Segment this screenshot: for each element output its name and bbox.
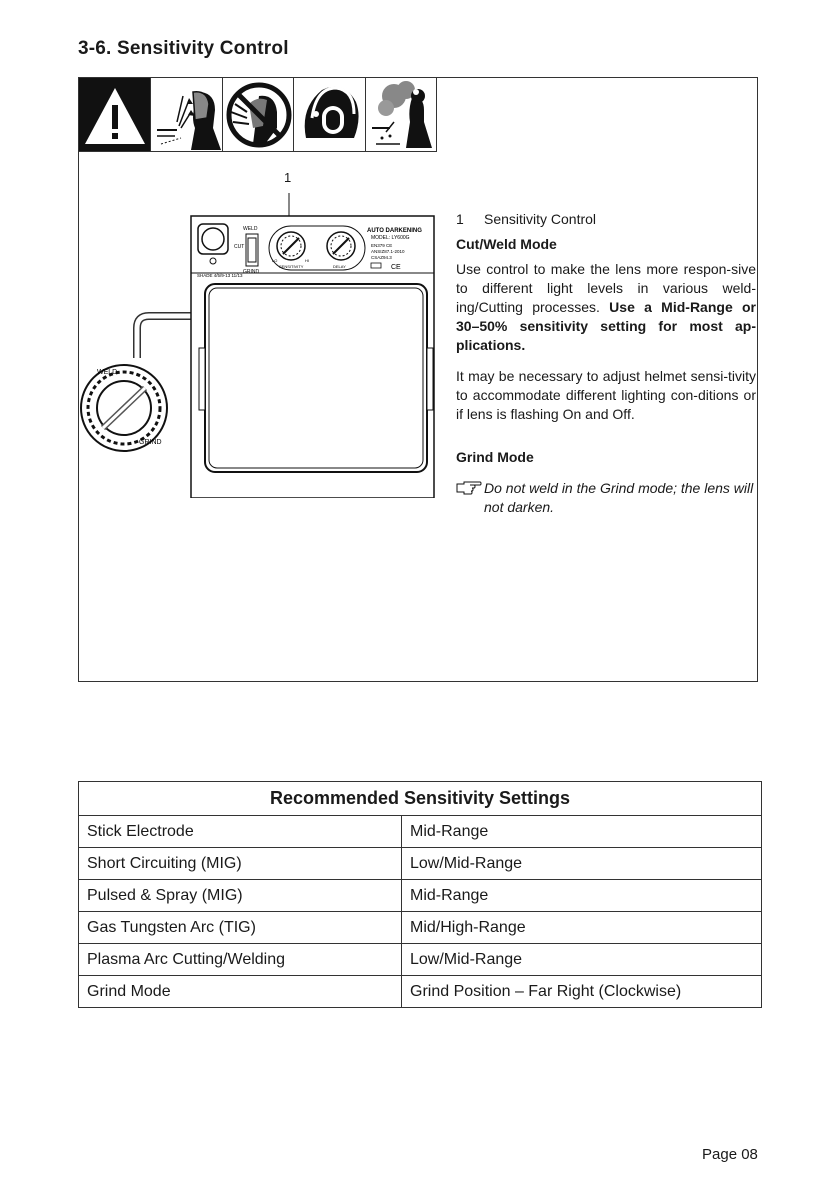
process-cell: Stick Electrode bbox=[79, 816, 402, 848]
section-title: 3-6. Sensitivity Control bbox=[78, 38, 289, 59]
cut-weld-mode-emphasis: Use a Mid-Range or 30–50% sensitivity setting for most ap-plications. bbox=[456, 299, 756, 353]
lo-label: LO bbox=[272, 258, 278, 263]
process-cell: Plasma Arc Cutting/Welding bbox=[79, 944, 402, 976]
table-row bbox=[79, 912, 762, 944]
warning-triangle-icon bbox=[79, 78, 151, 151]
table-title: Recommended Sensitivity Settings bbox=[79, 782, 762, 816]
instruction-box bbox=[78, 77, 758, 682]
svg-text:GRIND: GRIND bbox=[139, 439, 162, 446]
setting-cell: Low/Mid-Range bbox=[402, 848, 762, 880]
process-cell: Pulsed & Spray (MIG) bbox=[79, 880, 402, 912]
callout-number: 1 bbox=[284, 170, 292, 185]
page-number: Page 08 bbox=[702, 1146, 758, 1163]
standard-en-label: EN379 CE bbox=[371, 243, 393, 248]
callout-item-number: 1 bbox=[456, 211, 464, 227]
callout-item bbox=[456, 210, 756, 229]
table-row bbox=[79, 848, 762, 880]
shade-label: SHADE 4/5/9-13 11/13 bbox=[197, 273, 243, 278]
fumes-icon bbox=[366, 78, 436, 151]
delay-label: DELAY bbox=[333, 264, 346, 269]
table-row bbox=[79, 944, 762, 976]
standard-csa-label: CSAZ94.3 bbox=[371, 255, 392, 260]
grind-mode-note bbox=[456, 479, 756, 517]
helmet-lens-cartridge-diagram bbox=[79, 178, 439, 498]
grind-mode-note-text: Do not weld in the Grind mode; the lens will not darken. bbox=[484, 480, 754, 515]
description-column bbox=[456, 210, 756, 517]
setting-cell: Low/Mid-Range bbox=[402, 944, 762, 976]
hi-label: HI bbox=[305, 258, 309, 263]
cut-label: CUT bbox=[234, 244, 245, 250]
setting-cell: Mid/High-Range bbox=[402, 912, 762, 944]
welder-sparks-icon bbox=[151, 78, 223, 151]
table-row bbox=[79, 880, 762, 912]
hearing-protection-icon bbox=[294, 78, 366, 151]
callout-item-label: Sensitivity Control bbox=[484, 211, 597, 227]
grind-label: GRIND bbox=[243, 269, 260, 275]
auto-darkening-label: AUTO DARKENING bbox=[367, 228, 422, 234]
cut-weld-mode-text bbox=[456, 260, 756, 355]
cut-weld-mode-body: Use control to make the lens more respon-sive to different light levels in various weld-ing/Cutting processes. bbox=[456, 261, 756, 315]
setting-cell: Mid-Range bbox=[402, 816, 762, 848]
sensitivity-label: SENSITIVITY bbox=[279, 264, 304, 269]
safety-symbol-strip bbox=[79, 78, 437, 152]
model-label: MODEL: LY600G bbox=[371, 235, 410, 241]
process-cell: Grind Mode bbox=[79, 976, 402, 1008]
cut-weld-mode-heading: Cut/Weld Mode bbox=[456, 236, 557, 252]
process-cell: Short Circuiting (MIG) bbox=[79, 848, 402, 880]
setting-cell: Grind Position – Far Right (Clockwise) bbox=[402, 976, 762, 1008]
standard-ansi-label: ANSIZ87.1-2010 bbox=[371, 249, 405, 254]
svg-text:WELD: WELD bbox=[97, 369, 118, 376]
table-row bbox=[79, 816, 762, 848]
pointing-hand-icon bbox=[456, 479, 484, 517]
ce-mark: CE bbox=[391, 264, 401, 271]
setting-cell: Mid-Range bbox=[402, 880, 762, 912]
weld-label: WELD bbox=[243, 226, 258, 232]
grind-mode-heading: Grind Mode bbox=[456, 449, 534, 465]
process-cell: Gas Tungsten Arc (TIG) bbox=[79, 912, 402, 944]
no-bare-face-icon bbox=[223, 78, 295, 151]
recommended-settings-table bbox=[78, 781, 762, 1008]
adjust-sensitivity-text: It may be necessary to adjust helmet sensi-tivity to accommodate different lighting con-ditions or if lens is flashing On and Off. bbox=[456, 368, 756, 422]
table-row bbox=[79, 976, 762, 1008]
